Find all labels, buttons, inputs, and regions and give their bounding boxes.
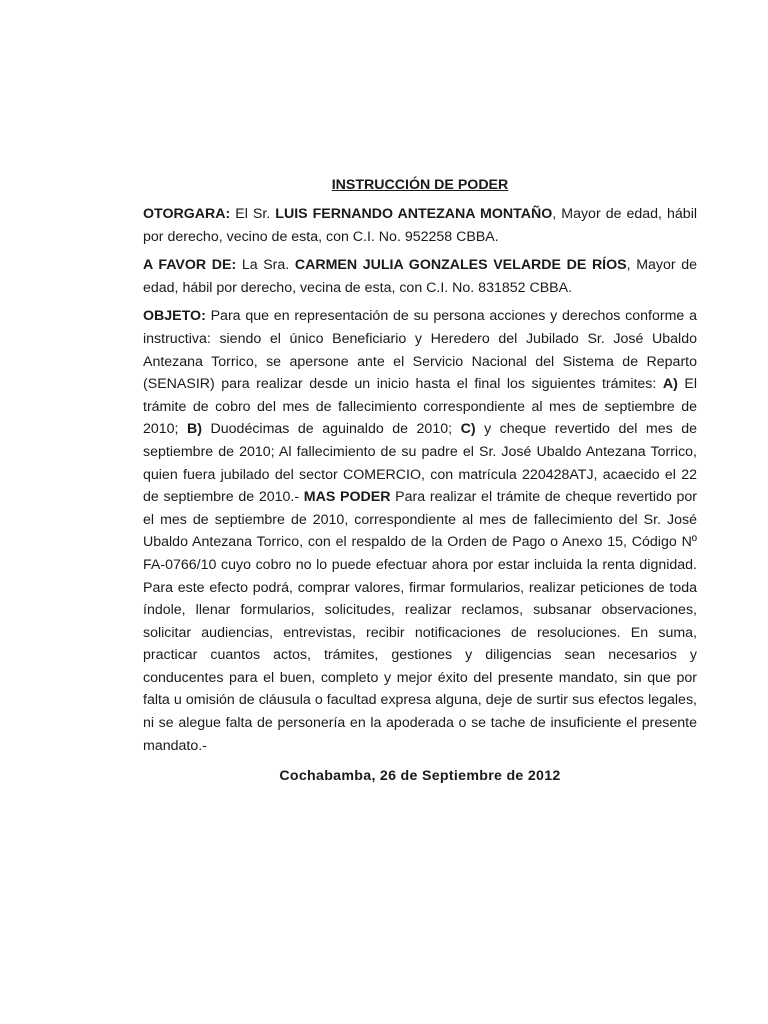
objeto-text-1: Para que en representación de su persona acciones y derechos conforme a instructiva: siendo el único Beneficiario y Heredero del Jubilado Sr. José Ubaldo Antezana Torrico, se apersone ante el Servicio Nacional del Sistema de Reparto (SENASIR) para realizar desde un inicio hasta el final los siguientes trámites: <box>143 308 697 393</box>
otorgara-label: OTORGARA: <box>143 206 231 222</box>
a-favor-label: A FAVOR DE: <box>143 257 237 274</box>
marker-a: A) <box>662 376 678 393</box>
objeto-text-5: Para realizar el trámite de cheque revertido por el mes de septiembre de 2010, correspondiente al mes de fallecimiento del Sr. José Ubaldo Antezana Torrico, con el respaldo de la Orden de Pago o Anexo 15, Código Nº FA-0766/10 cuyo cobro no lo puede efectuar ahora por estar incluida la renta dignidad. Para este efecto podrá, comprar valores, firmar formularios, realizar peticiones de toda índole, llenar formularios, solicitudes, realizar reclamos, subsanar observaciones, solicitar audiencias, entrevistas, recibir notificaciones de resoluciones. En suma, practicar cuantos actos, trámites, gestiones y diligencias sean necesarios y conducentes para el buen, completo y mejor éxito del presente mandato, sin que por falta u omisión de cláusula o facultad expresa alguna, deje de surtir sus efectos legales, ni se alegue falta de personería en la apoderada o se tache de insuficiente el presente mandato.- <box>143 489 697 754</box>
a-favor-details: , Mayor de edad, hábil por derecho, vecina de esta, con C.I. No. 831852 CBBA. <box>143 257 698 296</box>
document-title: INSTRUCCIÓN DE PODER <box>331 177 509 193</box>
objeto-text-4: y cheque revertido del mes de septiembre de 2010; Al fallecimiento de su padre el Sr. José Ubaldo Antezana Torrico, quien fuera jubilado del sector COMERCIO, con matrícula 220428ATJ, acaecido el 22 de septiembre de 2010.- <box>143 421 698 506</box>
objeto-paragraph <box>143 305 697 757</box>
document-body <box>143 174 697 788</box>
objeto-text-3: Duodécimas de aguinaldo de 2010; <box>202 421 461 438</box>
otorgara-paragraph <box>143 203 697 248</box>
marker-b: B) <box>187 421 203 438</box>
marker-c: C) <box>460 421 476 438</box>
otorgara-details: , Mayor de edad, hábil por derecho, vecino de esta, con C.I. No. 952258 CBBA. <box>143 206 697 245</box>
a-favor-prefix: La Sra. <box>236 257 295 274</box>
mas-poder-label: MAS PODER <box>303 489 391 506</box>
otorgara-prefix: El Sr. <box>230 206 276 222</box>
attorney-name: CARMEN JULIA GONZALES VELARDE DE RÍOS <box>294 257 627 274</box>
objeto-text-2: El trámite de cobro del mes de fallecimiento correspondiente al mes de septiembre de 2010; <box>143 376 697 438</box>
place-date: Cochabamba, 26 de Septiembre de 2012 <box>279 768 561 785</box>
grantor-name: LUIS FERNANDO ANTEZANA MONTAÑO <box>275 206 553 222</box>
a-favor-paragraph <box>143 254 697 299</box>
objeto-label: OBJETO: <box>143 308 206 325</box>
